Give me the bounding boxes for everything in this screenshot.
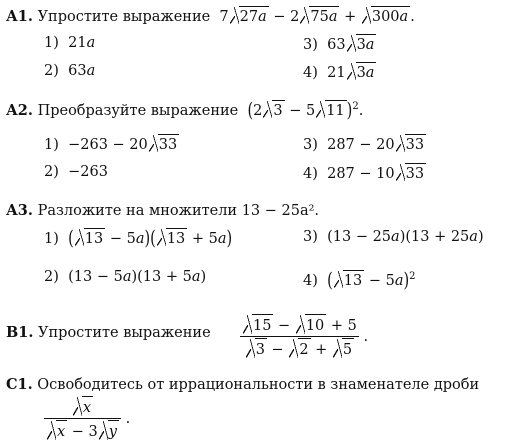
task-b1-label: В1. bbox=[6, 324, 34, 341]
task-a1-text: Упростите выражение bbox=[37, 9, 211, 25]
task-c1-expression: $\frac{x}{x - 3 y}$ . bbox=[44, 396, 130, 442]
task-b1-text: Упростите выражение bbox=[38, 325, 211, 341]
a1-option-4: 4) 21 3a bbox=[303, 62, 376, 82]
a2-option-4: 4) 287 − 10 33 bbox=[303, 163, 426, 183]
a1-option-1: 1) 21a bbox=[44, 35, 96, 51]
task-a2-label: А2. bbox=[6, 101, 33, 119]
task-c1-text: Освободитесь от иррациональности в знаменателе дроби bbox=[37, 377, 480, 393]
task-a3-text: Разложите на множители 13 − 25a². bbox=[37, 203, 320, 219]
task-b1 bbox=[6, 324, 211, 342]
task-a1-label: А1. bbox=[6, 8, 33, 25]
task-c1 bbox=[6, 376, 479, 394]
task-a1-expression: 7 27a − 2 75a + 300a . bbox=[215, 9, 415, 25]
a3-option-3: 3) (13 − 25a)(13 + 25a) bbox=[303, 229, 484, 245]
a2-option-3: 3) 287 − 20 33 bbox=[303, 134, 426, 154]
task-a2-text: Преобразуйте выражение bbox=[37, 102, 239, 119]
a1-option-2: 2) 63a bbox=[44, 63, 96, 79]
a1-option-3: 3) 63 3a bbox=[303, 34, 376, 54]
task-a3 bbox=[6, 202, 319, 220]
a2-option-2: 2) −263 bbox=[44, 164, 108, 180]
a2-option-1: 1) −263 − 20 33 bbox=[44, 134, 179, 154]
task-a2-expression: (2 3 − 5 11 )$^2$. bbox=[247, 100, 364, 122]
a3-option-2: 2) (13 − 5a)(13 + 5a) bbox=[44, 269, 207, 285]
a3-option-4: 4) ( 13 − 5a)$^2$ bbox=[303, 270, 416, 292]
task-c1-label: С1. bbox=[6, 376, 33, 393]
a3-option-1: 1) ( 13 − 5a)( 13 + 5a) bbox=[44, 228, 233, 250]
task-b1-expression: $\frac{15 - 10 + 5}{3 - 2 + 5}$ . bbox=[240, 314, 368, 360]
task-a1 bbox=[6, 6, 415, 26]
task-a2 bbox=[6, 98, 363, 120]
task-a3-label: А3. bbox=[6, 202, 33, 219]
